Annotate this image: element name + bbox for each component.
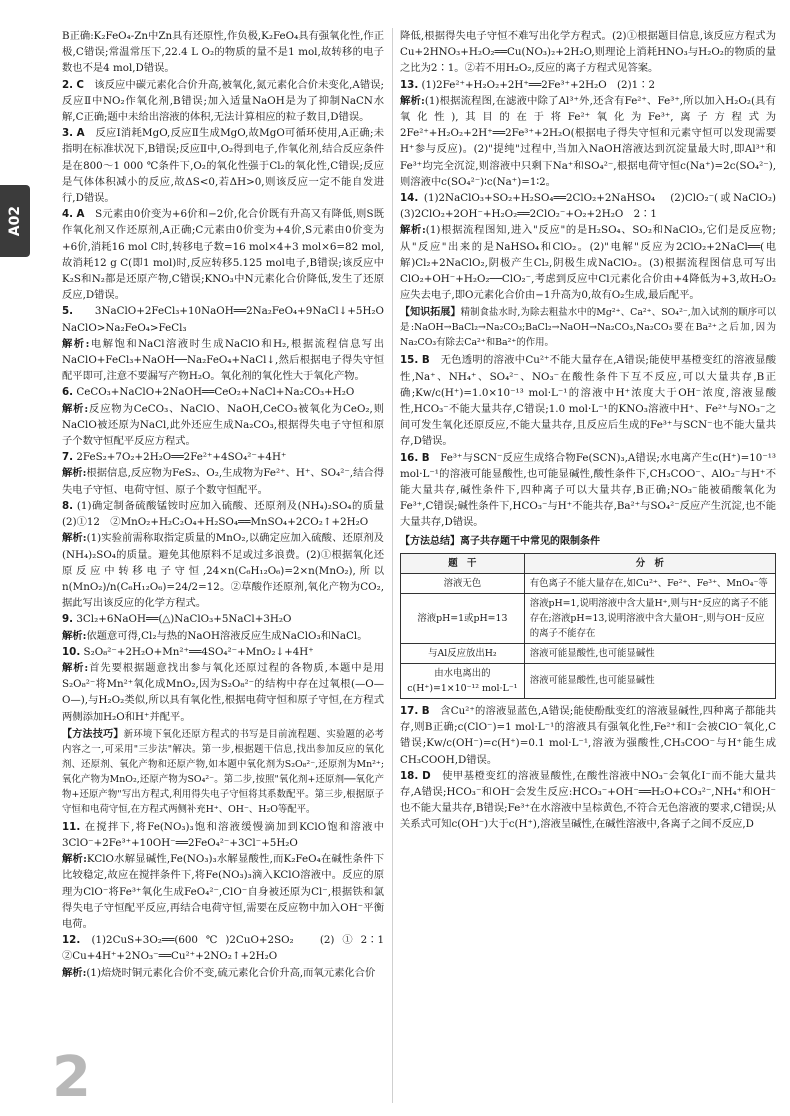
question-number: 17. [400, 704, 419, 717]
question-number: 9. [62, 613, 74, 626]
table-header-row [401, 553, 776, 573]
knowledge-extension-box: 【知识拓展】精制食盐水时,为除去粗盐水中的Mg²⁺、Ca²⁺、SO₄²⁻,加入试剂的顺序可以是:NaOH→BaCl₂→Na₂CO₃;BaCl₂→NaOH→Na₂CO₃,Na₂CO₃要在Ba²⁺之后加,因为Na₂CO₃有除去Ca²⁺和Ba²⁺的作用。 [400, 307, 777, 349]
question-number: 8. [62, 499, 74, 512]
method-tips-box: 【方法技巧】新环境下氧化还原方程式的书写是目前流程题、实验题的必考内容之一,可采用"三步法"解决。第一步,根据题干信息,找出参加反应的氧化剂、还原剂、氧化产物和还原产物,如本题中氧化剂为S₂O₈²⁻,还原剂为Mn²⁺;氧化产物为MnO₂,还原产物为SO₄²⁻。第二步,按照"氧化剂+还原剂──氧化产物+还原产物"写出方程式,利用得失电子守恒将其系数配平。第三步,根据原子守恒和电荷守恒,在方程式两侧补充H⁺、OH⁻、H₂O等配平。 [62, 728, 384, 815]
answer-item: 10. S₂O₈²⁻+2H₂O+Mn²⁺══4SO₄²⁻+MnO₂↓+4H⁺ [62, 645, 314, 658]
answer-choice: A [76, 127, 85, 140]
page-section-tab-label: A02 [6, 205, 23, 237]
answer-item: 2. C 该反应中碳元素化合价升高,被氧化,氮元素化合价未变化,A错误;反应Ⅱ中NO₂作氧化剂,B错误;加入适量NaOH是为了抑制NaCN水解,C正确;题中未给出溶液的体积,无法计算相应的粒子数目,D错误。 [62, 78, 385, 124]
question-number: 12. [62, 934, 81, 947]
method-summary-title: 【方法总结】离子共存题干中常见的限制条件 [400, 535, 600, 547]
answer-item: 12. (1)2CuS+3O₂══(600℃)2CuO+2SO₂ (2)①2∶1 ②Cu+4H⁺+2NO₃⁻══Cu²⁺+2NO₂↑+2H₂O [62, 934, 395, 963]
question-number: 16. [400, 451, 419, 464]
explanation: 解析:(1)焙烧时铜元素化合价不变,硫元素化合价升高,而氧元素化合价 [62, 966, 376, 979]
table-row [401, 663, 776, 698]
table-cell: 溶液可能显酸性,也可能显碱性 [524, 643, 775, 663]
question-number: 6. [62, 386, 74, 399]
answer-choice: B [421, 451, 430, 464]
table-cell: 与Al反应放出H₂ [401, 643, 525, 663]
left-column [62, 28, 395, 1108]
answer-item: 15. B 无色透明的溶液中Cu²⁺不能大量存在,A错误;能使甲基橙变红的溶液显酸性,Na⁺、NH₄⁺、SO₄²⁻、NO₃⁻在酸性条件下互不反应,可以大量共存,B正确;Kw/c(H⁺)=1.0×10⁻¹³ mol·L⁻¹的溶液中H⁺浓度大于OH⁻浓度,溶液显酸性,HCO₃⁻不能大量共存,C错误;1.0 mol·L⁻¹的KNO₃溶液中H⁺、Fe²⁺与NO₃⁻之间可发生氧化还原反应,不能大量共存,且反应后生成的Fe³⁺与SCN⁻也不能大量共存,D错误。 [400, 354, 776, 448]
table-cell: 由水电离出的c(H⁺)=1×10⁻¹² mol·L⁻¹ [401, 663, 525, 698]
answer-choice: D [422, 769, 431, 782]
answer-item: 9. 3Cl₂+6NaOH══(△)NaClO₃+5NaCl+3H₂O [62, 613, 292, 626]
answer-choice: B [421, 354, 430, 367]
table-header-cell: 分 析 [524, 553, 775, 573]
answer-choice: A [76, 208, 85, 221]
table-cell: 溶液pH=1,说明溶液中含大量H⁺,则与H⁺反应的离子不能存在;溶液pH=13,说明溶液中含大量OH⁻,则与OH⁻反应的离子不能存在 [524, 593, 775, 643]
answer-item: 16. B Fe³⁺与SCN⁻反应生成络合物Fe(SCN)₃,A错误;水电离产生c(H⁺)=10⁻¹³ mol·L⁻¹的溶液可能显酸性,也可能显碱性,酸性条件下,CH₃COO⁻、AlO₂⁻与H⁺不能大量共存,碱性条件下,四种离子可以大量共存,B正确;NO₃⁻能被硝酸氧化为Fe³⁺,C错误;碱性条件下,HCO₃⁻与H⁺不能共存,Ba²⁺与SO₄²⁻反应产生沉淀,也不能大量共存,D错误。 [400, 451, 777, 529]
question-number: 13. [400, 78, 419, 91]
question-number: 5. [62, 305, 74, 318]
answer-item: 3. A 反应Ⅰ消耗MgO,反应Ⅱ生成MgO,故MgO可循环使用,A正确;未指明在标准状况下,B错误;反应Ⅱ中,O₂得到电子,作氧化剂,结合反应条件是在800～1 000 ℃条件下,O₂的氧化性强于Cl₂的氧化性,C错误;反应是气体体积减小的反应,故ΔS<0,若ΔH>0,则该反应一定不能自发进行,D错误。 [62, 127, 385, 205]
question-number: 3. [62, 127, 74, 140]
box-title: 【方法技巧】 [62, 728, 124, 740]
table-cell: 有色离子不能大量存在,如Cu²⁺、Fe²⁺、Fe³⁺、MnO₄⁻等 [524, 573, 775, 593]
question-number: 4. [62, 208, 74, 221]
right-column [400, 28, 787, 1108]
explanation: 解析:(1)实验前需称取指定质量的MnO₂,以确定应加入硫酸、还原剂及(NH₄)₂SO₄的质量。避免其他原料不足或过多浪费。(2)①根据氧化还原反应中转移电子守恒,24×n(C₆H₁₂O₆)=2×n(MnO₂),所以n(MnO₂)/n(C₆H₁₂O₆)=24/2=12。②草酸作还原剂,氧化产物为CO₂,据此写出该反应的化学方程式。 [62, 532, 384, 610]
question-number: 10. [62, 645, 81, 658]
answer-choice: C [76, 78, 84, 91]
answer-item: 6. CeCO₃+NaClO+2NaOH══CeO₂+NaCl+Na₂CO₃+H₂O [62, 386, 355, 399]
explanation: 解析:根据信息,反应物为FeS₂、O₂,生成物为Fe²⁺、H⁺、SO₄²⁻,结合得失电子守恒、电荷守恒、原子个数守恒配平。 [62, 467, 384, 496]
box-title: 【知识拓展】 [400, 307, 461, 319]
explanation: 解析:电解饱和NaCl溶液时生成NaClO和H₂,根据流程信息写出NaClO+FeCl₃+NaOH──Na₂FeO₄+NaCl↓,然后根据电子得失守恒配平即可,注意不要漏写产物H₂O。氧化剂的氧化性大于氧化产物。 [62, 337, 384, 383]
answer-item: 17. B 含Cu²⁺的溶液显蓝色,A错误;能使酚酞变红的溶液显碱性,四种离子都能共存,则B正确;c(ClO⁻)=1 mol·L⁻¹的溶液具有强氧化性,Fe²⁺和I⁻会被ClO⁻氧化,C错误;Kw/c(OH⁻)=c(H⁺)=0.1 mol·L⁻¹,溶液为强酸性,CH₃COO⁻与H⁺能生成CH₃COOH,D错误。 [400, 704, 776, 766]
table-header-cell: 题 干 [401, 553, 525, 573]
answer-item: 18. D 使甲基橙变红的溶液显酸性,在酸性溶液中NO₃⁻会氧化I⁻而不能大量共存,A错误;HCO₃⁻和OH⁻会发生反应:HCO₃⁻+OH⁻══H₂O+CO₃²⁻,NH₄⁺和OH⁻也不能大量共存,B错误;Fe³⁺在水溶液中呈棕黄色,不符合无色溶液的要求,C错误;从关系式可知c(OH⁻)大于c(H⁺),溶液呈碱性,在碱性溶液中,各离子之间不反应,D [400, 769, 777, 831]
table-cell: 溶液pH=1或pH=13 [401, 593, 525, 643]
explanation: 解析:依题意可得,Cl₂与热的NaOH溶液反应生成NaClO₃和NaCl。 [62, 629, 368, 642]
table-row [401, 593, 776, 643]
explanation: 解析:(1)根据流程图,在滤液中除了Al³⁺外,还含有Fe²⁺、Fe³⁺,所以加入H₂O₂(具有氧化性),其目的在于将Fe²⁺氧化为Fe³⁺,离子方程式为2Fe²⁺+H₂O₂+2H⁺══2Fe³⁺+2H₂O(根据电子得失守恒和元素守恒可以发现需要H⁺参与反应)。(2)"提纯"过程中,当加入NaOH溶液达到沉淀量最大时,即Al³⁺和Fe³⁺均完全沉淀,则溶液中只剩下Na⁺和SO₄²⁻,根据电荷守恒c(Na⁺)=2c(SO₄²⁻),则溶液中c(SO₄²⁻)∶c(Na⁺)=1∶2。 [400, 94, 776, 188]
answer-item: 降低,根据得失电子守恒不难写出化学方程式。(2)①根据题目信息,该反应方程式为Cu+2HNO₃+H₂O₂══Cu(NO₃)₂+2H₂O,则理论上消耗HNO₃与H₂O₂的物质的量之比为2∶1。②若不用H₂O₂,反应的离子方程式见答案。 [400, 30, 776, 75]
limit-conditions-table [400, 553, 776, 699]
question-number: 2. [62, 78, 74, 91]
explanation: 解析:(1)根据流程图知,进入"反应"的是H₂SO₄、SO₂和NaClO₃,它们是反应物;从"反应"出来的是NaHSO₄和ClO₂。(2)"电解"反应为2ClO₂+2NaCl══(电解)Cl₂+2NaClO₂,阴极产生Cl₂,阴极生成NaClO₂。(3)根据流程图信息可写出ClO₂+OH⁻+H₂O₂──ClO₂⁻,考虑到反应中Cl元素化合价由+4降低为+3,故H₂O₂应失去电子,即O元素化合价由−1升高为0,故有O₂生成,最后配平。 [400, 224, 776, 302]
method-summary [400, 534, 776, 699]
table-cell: 溶液可能显酸性,也可能显碱性 [524, 663, 775, 698]
table-row [401, 643, 776, 663]
answer-item: 7. 2FeS₂+7O₂+2H₂O══2Fe²⁺+4SO₄²⁻+4H⁺ [62, 451, 287, 464]
answer-item: 8. (1)确定制备硫酸锰铵时应加入硫酸、还原剂及(NH₄)₂SO₄的质量 (2)①12 ②MnO₂+H₂C₂O₄+H₂SO₄══MnSO₄+2CO₂↑+2H₂O [62, 499, 395, 529]
question-number: 18. [400, 769, 419, 782]
question-number: 14. [400, 192, 419, 205]
table-cell: 溶液无色 [401, 573, 525, 593]
answer-item: 4. A S元素由0价变为+6价和−2价,化合价既有升高又有降低,则S既作氧化剂又作还原剂,A正确;C元素由0价变为+4价,S元素由0价变为+6价,消耗16 mol C时,转移电子数=16 mol×4+3 mol×6=82 mol,故消耗12 g C(即1 mol)时,反应转移5.125 mol电子,B错误;该反应中K₂S和N₂都是还原产物,C错误;KNO₃中N元素化合价降低,发生了还原反应,D错误。 [62, 208, 385, 302]
answer-item: 14. (1)2NaClO₃+SO₂+H₂SO₄══2ClO₂+2NaHSO₄ (2)ClO₂⁻(或NaClO₂) (3)2ClO₂+2OH⁻+H₂O₂══2ClO₂⁻+O₂+2H₂O 2∶1 [400, 192, 787, 221]
question-number: 15. [400, 354, 419, 367]
answer-item: 5. 3NaClO+2FeCl₃+10NaOH══2Na₂FeO₄+9NaCl↓+5H₂O NaClO>Na₂FeO₄>FeCl₃ [62, 305, 395, 334]
explanation: 解析:反应物为CeCO₃、NaClO、NaOH,CeCO₃被氧化为CeO₂,则NaClO被还原为NaCl,此外还应生成Na₂CO₃,根据得失电子守恒和原子个数守恒配平反应方程式。 [62, 402, 384, 448]
question-number: 7. [62, 451, 74, 464]
page-number: 2 [52, 1045, 91, 1110]
table-row [401, 573, 776, 593]
page-section-tab [0, 185, 30, 257]
answer-item: B正确:K₂FeO₄-Zn中Zn具有还原性,作负极,K₂FeO₄具有强氧化性,作正极,C错误;常温常压下,22.4 L O₂的物质的量不是1 mol,故转移的电子数也不是4 mol,D错误。 [62, 30, 384, 75]
explanation: 解析:首先要根据题意找出参与氧化还原过程的各物质,本题中是用S₂O₈²⁻将Mn²⁺氧化成MnO₂,因为S₂O₈²⁻的结构中存在过氧根(—O—O—),与H₂O₂类似,所以具有氧化性,根据电荷守恒和原子守恒,在方程式两侧添加H₂O和H⁺并配平。 [62, 661, 384, 723]
explanation: 解析:KClO水解显碱性,Fe(NO₃)₃水解显酸性,而K₂FeO₄在碱性条件下比较稳定,故应在搅拌条件下,将Fe(NO₃)₃滴入KClO溶液中。反应的原理为ClO⁻将Fe³⁺氧化生成FeO₄²⁻,ClO⁻自身被还原为Cl⁻,根据铁和氯得失电子守恒配平反应,再结合电荷守恒,需要在反应物中加入OH⁻平衡电荷。 [62, 853, 384, 930]
question-number: 11. [62, 820, 81, 833]
answer-item: 13. (1)2Fe²⁺+H₂O₂+2H⁺══2Fe³⁺+2H₂O (2)1∶2 [400, 78, 656, 91]
answer-choice: B [421, 704, 430, 717]
answer-item: 11. 在搅拌下,将Fe(NO₃)₃饱和溶液缓慢滴加到KClO饱和溶液中 3ClO⁻+2Fe³⁺+10OH⁻══2FeO₄²⁻+3Cl⁻+5H₂O [62, 820, 395, 849]
